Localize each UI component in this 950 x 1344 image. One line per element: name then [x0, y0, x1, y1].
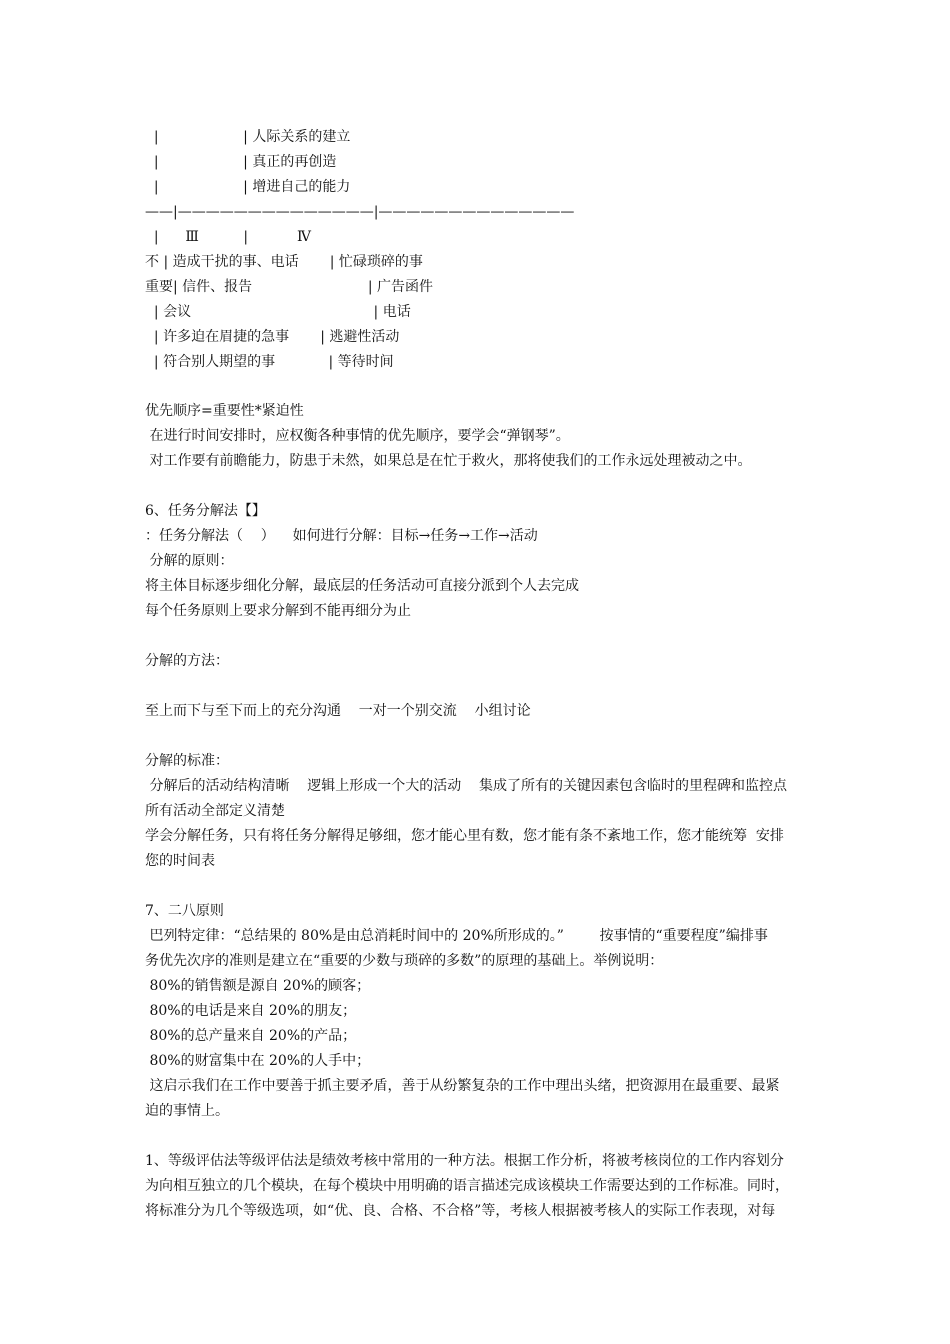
quadrant-row-relationships: | | 人际关系的建立	[145, 129, 351, 145]
decomposition-methods-heading: 分解的方法：	[145, 653, 229, 669]
quadrant-row-recreation: | | 真正的再创造	[145, 154, 337, 170]
paragraph-grading-2: 为向相互独立的几个模块，在每个模块中用明确的语言描述完成该模块工作需要达到的工作标准。同时，	[145, 1178, 789, 1194]
decomposition-principles-heading: 分解的原则：	[145, 553, 234, 569]
decomposition-standards-heading: 分解的标准：	[145, 753, 229, 769]
decomposition-standards-1: 分解后的活动结构清晰 逻辑上形成一个大的活动 集成了所有的关键因素包含临时的里程碑和监控点	[145, 778, 788, 794]
paragraph-pareto-lesson: 这启示我们在工作中要善于抓主要矛盾，善于从纷繁复杂的工作中理出头绪，把资源用在最重要、最紧	[145, 1078, 780, 1094]
paragraph-pareto-1: 巴列特定律：“总结果的 80%是由总消耗时间中的 20%所形成的。” 按事情的“重要程度”编排事	[145, 928, 768, 944]
priority-formula: 优先顺序=重要性*紧迫性	[145, 403, 304, 419]
paragraph-learn-decompose: 学会分解任务，只有将任务分解得足够细，您才能心里有数，您才能有条不紊地工作，您才能统筹 安排	[145, 828, 784, 844]
section-heading-80-20: 7、二八原则	[145, 903, 224, 919]
decomposition-principle-1: 将主体目标逐步细化分解，最底层的任务活动可直接分派到个人去完成	[145, 578, 579, 594]
quadrant-axis-divider: ——|——————————————|——————————————	[145, 204, 575, 220]
decomposition-principle-2: 每个任务原则上要求分解到不能再细分为止	[145, 603, 411, 619]
paragraph-priority: 在进行时间安排时，应权衡各种事情的优先顺序，要学会“弹钢琴”。	[145, 428, 570, 444]
paragraph-pareto-lesson-cont: 迫的事情上。	[145, 1103, 229, 1119]
pareto-example-wealth: 80%的财富集中在 20%的人手中；	[145, 1053, 371, 1069]
paragraph-pareto-2: 务优先次序的准则是建立在“重要的少数与琐碎的多数”的原理的基础上。举例说明：	[145, 953, 664, 969]
pareto-example-sales: 80%的销售额是源自 20%的顾客；	[145, 978, 371, 994]
decomposition-methods: 至上而下与至下而上的充分沟通 一对一个别交流 小组讨论	[145, 703, 531, 719]
quadrant-row-meetings: | 会议 | 电话	[145, 304, 411, 320]
paragraph-grading-3: 将标准分为几个等级选项，如“优、良、合格、不合格”等，考核人根据被考核人的实际工作表现，对每	[145, 1203, 776, 1219]
section-heading-task-decomposition: 6、任务分解法【】	[145, 503, 266, 519]
decomposition-standards-2: 所有活动全部定义清楚	[145, 803, 285, 819]
paragraph-foresight: 对工作要有前瞻能力，防患于未然，如果总是在忙于救火，那将使我们的工作永远处理被动之中。	[145, 453, 752, 469]
paragraph-learn-decompose-cont: 您的时间表	[145, 853, 215, 869]
quadrant-row-urgent: | 许多迫在眉捷的急事 | 逃避性活动	[145, 329, 400, 345]
quadrant-labels: | Ⅲ | Ⅳ	[145, 229, 311, 245]
task-decomposition-intro: ：任务分解法（ ） 如何进行分解：目标→任务→工作→活动	[145, 528, 538, 544]
quadrant-row-letters: 重要| 信件、报告 | 广告函件	[145, 279, 434, 295]
quadrant-row-expectations: | 符合别人期望的事 | 等待时间	[145, 354, 394, 370]
pareto-example-calls: 80%的电话是来自 20%的朋友；	[145, 1003, 357, 1019]
paragraph-grading-1: 1、等级评估法等级评估法是绩效考核中常用的一种方法。根据工作分析，将被考核岗位的工作内容划分	[145, 1153, 784, 1169]
pareto-example-output: 80%的总产量来自 20%的产品；	[145, 1028, 357, 1044]
quadrant-row-ability: | | 增进自己的能力	[145, 179, 351, 195]
quadrant-row-interruptions: 不 | 造成干扰的事、电话 | 忙碌琐碎的事	[145, 254, 423, 270]
